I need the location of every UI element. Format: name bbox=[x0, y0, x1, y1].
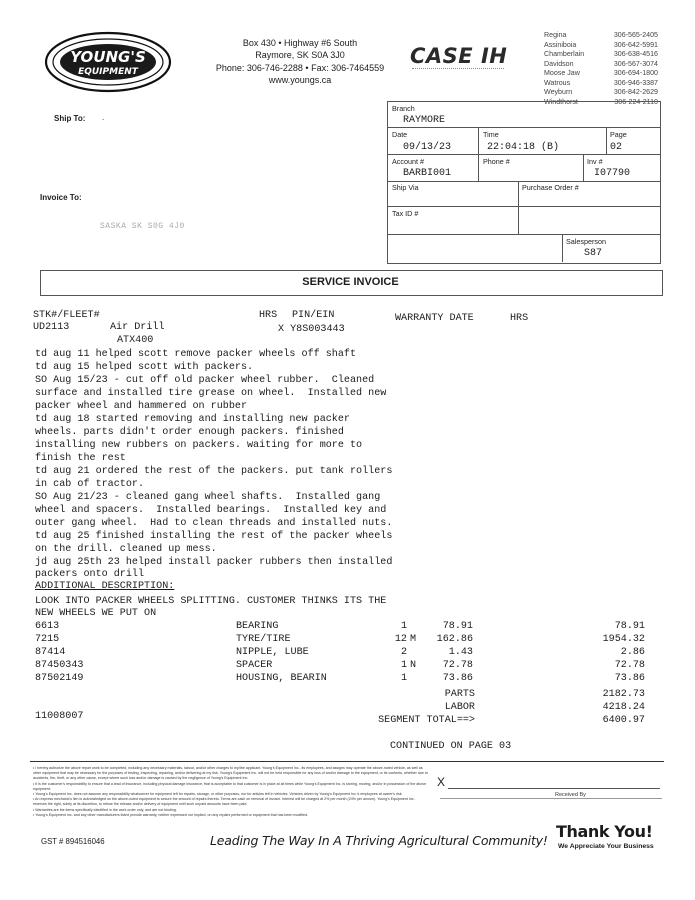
gst-number: GST # 894516046 bbox=[41, 837, 105, 846]
branch-phone: 306-694-1800 bbox=[613, 69, 658, 77]
part-unit-price: 73.86 bbox=[442, 673, 473, 684]
pin-header: PIN/EIN bbox=[292, 310, 335, 321]
invoice-number-value: I07790 bbox=[594, 168, 631, 179]
labor-total-label: LABOR bbox=[444, 702, 475, 713]
info-rule bbox=[387, 206, 660, 207]
received-by-label: Received By bbox=[555, 792, 586, 798]
part-line-total: 78.91 bbox=[614, 621, 645, 632]
company-address-block bbox=[180, 37, 420, 86]
branch-phone: 306-842-2629 bbox=[613, 88, 658, 96]
note-line: outer gang wheel. Had to clean threads and installed nuts. bbox=[35, 518, 393, 529]
terms-paragraph: • Young's Equipment Inc. and any other manufacturers listed provide warranty, neither expressed nor implied, on any repairs performed or equipment that has been modified. bbox=[33, 812, 308, 817]
branch-row bbox=[544, 41, 658, 51]
info-rule bbox=[518, 181, 519, 234]
part-number: 6613 bbox=[35, 621, 60, 632]
part-line-total: 72.78 bbox=[614, 660, 645, 671]
segment-code: 11008007 bbox=[35, 711, 84, 722]
branch-name: Windthorst bbox=[544, 97, 578, 106]
terms-paragraph: • Young's Equipment Inc. does not assume any responsibility whatsoever for equipment left for repairs, storage, or other purposes, nor for articles left in vehicles. Vehicles driven by Young's Equipment Inc.'s employees at owner's risk. bbox=[33, 792, 403, 797]
hrs2-header: HRS bbox=[510, 313, 529, 324]
branch-phone-list bbox=[544, 31, 658, 107]
company-slogan: Leading The Way In A Thriving Agricultural Community! bbox=[210, 833, 548, 848]
branch-name: Weyburn bbox=[544, 88, 573, 96]
part-unit-price: 1.43 bbox=[448, 647, 473, 658]
additional-description-heading: ADDITIONAL DESCRIPTION: bbox=[35, 581, 175, 592]
time-label: Time bbox=[483, 130, 499, 139]
branch-phone: 306-638-4516 bbox=[613, 50, 658, 58]
part-quantity: 12 bbox=[394, 634, 407, 645]
part-number: 87450343 bbox=[35, 660, 84, 671]
terms-fine-print bbox=[33, 766, 428, 818]
ship-to-label: Ship To: bbox=[54, 114, 86, 123]
address-line-2: Raymore, SK S0A 3J0 bbox=[255, 50, 345, 61]
page-value: 02 bbox=[610, 142, 623, 153]
info-rule bbox=[387, 127, 660, 128]
terms-paragraph: • Warranties are the items specifically identified in the work order only, and are not binding. bbox=[33, 807, 177, 812]
salesperson-value: S87 bbox=[584, 248, 603, 259]
case-ih-logo-underline bbox=[412, 68, 504, 71]
branch-name: Chamberlain bbox=[544, 50, 585, 58]
part-number: 87414 bbox=[35, 647, 66, 658]
part-number: 7215 bbox=[35, 634, 60, 645]
part-description: BEARING bbox=[236, 621, 279, 632]
part-description: NIPPLE, LUBE bbox=[236, 647, 309, 658]
warranty-date-header: WARRANTY DATE bbox=[395, 313, 474, 324]
branch-name: Davidson bbox=[544, 59, 574, 68]
part-description: TYRE/TIRE bbox=[236, 634, 291, 645]
branch-phone: 306-565-2405 bbox=[613, 31, 658, 39]
note-line: wheel and spacers. Installed bearings. Installed key and bbox=[35, 505, 387, 516]
info-rule bbox=[583, 154, 584, 181]
time-value: 22:04:18 (B) bbox=[487, 142, 560, 153]
terms-paragraph: • I hereby authorize the above repair work to be completed, including any necessary materials, labour, and/or other charges to my/the applicant. Young's Equipment Inc., its employees, and assigns may operate the above-noted vehicle, as well as other equipment that may be necessary for the purposes of testing, inspecting, repairing, and/or delivering at my risk. Young's Equipment Inc. will not be held responsible for any loss of and/or damage to the equipment, or its contents, whether due to accidents, fire, theft, or any other cause, except where such loss and/or damage is caused by the negligence of Young's Equipment Inc. bbox=[33, 766, 428, 781]
branch-name: Moose Jaw bbox=[544, 69, 580, 77]
logo-wordmark: YOUNG'S bbox=[70, 48, 146, 66]
branch-name: Assiniboia bbox=[544, 40, 577, 49]
additional-line: LOOK INTO PACKER WHEELS SPLITTING. CUSTOMER THINKS ITS THE bbox=[35, 596, 387, 607]
signature-x-mark: X bbox=[437, 775, 446, 789]
note-line: in cab of tractor. bbox=[35, 479, 145, 490]
website-link[interactable]: www.youngs.ca bbox=[268, 74, 332, 85]
info-rule bbox=[478, 127, 479, 181]
note-line: td aug 18 started removing and installing new packer bbox=[35, 414, 350, 425]
note-line: on the drill. cleaned up mess. bbox=[35, 544, 217, 555]
page-label: Page bbox=[610, 130, 627, 139]
note-line: surface and installed tire grease on wheel. Installed new bbox=[35, 388, 387, 399]
terms-paragraph: • An express mechanic's lien is acknowledged on the above-noted equipment to secure the amount of repairs thereto. Terms are cash on removal of invoice. Interest will be charged at 2% per month (24% per annum). Young's Equipment Inc. reserves the right, solely at its discretion, to refuse the release and/or delivery of equipment until such unpaid amounts have been paid. bbox=[33, 797, 415, 807]
parts-total-label: PARTS bbox=[444, 689, 475, 700]
part-description: HOUSING, BEARIN bbox=[236, 673, 327, 684]
info-rule bbox=[387, 181, 660, 182]
purchase-order-label: Purchase Order # bbox=[522, 183, 579, 192]
note-line: td aug 15 helped scott with packers. bbox=[35, 362, 254, 373]
note-line: td aug 25 finished installing the rest of the packer wheels bbox=[35, 531, 393, 542]
case-ih-logo: CASE IH bbox=[410, 44, 508, 68]
model-value: ATX400 bbox=[117, 335, 154, 346]
pin-value: X Y8S003443 bbox=[278, 324, 345, 335]
part-unit-price: 78.91 bbox=[442, 621, 473, 632]
note-line: packers onto drill bbox=[35, 569, 145, 580]
hrs-header: HRS bbox=[259, 310, 278, 321]
branch-row bbox=[544, 88, 658, 98]
note-line: finish the rest bbox=[35, 453, 126, 464]
date-label: Date bbox=[392, 130, 408, 139]
logo-subtext: EQUIPMENT bbox=[78, 67, 138, 77]
continued-note: CONTINUED ON PAGE 03 bbox=[390, 741, 512, 752]
part-line-total: 1954.32 bbox=[602, 634, 645, 645]
account-label: Account # bbox=[392, 157, 424, 166]
note-line: wheels. parts didn't order enough packers. finished bbox=[35, 427, 344, 438]
branch-name: Watrous bbox=[544, 78, 571, 87]
page-title: SERVICE INVOICE bbox=[302, 276, 399, 288]
branch-value: RAYMORE bbox=[403, 115, 446, 126]
ship-to-value: . bbox=[102, 113, 105, 122]
note-line: td aug 21 ordered the rest of the packers. put tank rollers bbox=[35, 466, 393, 477]
invoice-to-label: Invoice To: bbox=[40, 193, 82, 202]
part-description: SPACER bbox=[236, 660, 273, 671]
phone-label: Phone # bbox=[483, 157, 510, 166]
tax-id-label: Tax ID # bbox=[392, 209, 419, 218]
signature-line bbox=[448, 788, 660, 789]
part-number: 87502149 bbox=[35, 673, 84, 684]
branch-row bbox=[544, 60, 658, 70]
thank-you-subtext: We Appreciate Your Business bbox=[558, 843, 654, 850]
invoice-to-address: SASKA SK S0G 4J0 bbox=[100, 222, 185, 231]
part-flag: N bbox=[410, 660, 417, 671]
received-by-line bbox=[440, 798, 662, 799]
segment-total-value: 6400.97 bbox=[602, 715, 645, 726]
branch-phone: 306-642-5991 bbox=[613, 40, 658, 49]
ship-via-label: Ship Via bbox=[392, 183, 419, 192]
additional-line: NEW WHEELS WE PUT ON bbox=[35, 608, 157, 619]
terms-paragraph: • It is the customer's responsibility to ensure that a lead of insurance, including physical damage insurance, that is acceptable to that customer is in place at all times while Young's Equipment Inc. is storing, moving, and/or in possession of the above equipment. bbox=[33, 781, 427, 791]
info-rule bbox=[562, 234, 563, 262]
unit-description: Air Drill bbox=[110, 322, 165, 333]
branch-row bbox=[544, 69, 658, 79]
note-line: SO Aug 15/23 - cut off old packer wheel rubber. Cleaned bbox=[35, 375, 375, 386]
info-rule bbox=[606, 127, 607, 154]
date-value: 09/13/23 bbox=[403, 142, 452, 153]
note-line: td aug 11 helped scott remove packer wheels off shaft bbox=[35, 349, 357, 360]
youngs-equipment-logo bbox=[44, 31, 172, 93]
thank-you-heading: Thank You! bbox=[556, 822, 653, 841]
branch-label: Branch bbox=[392, 104, 415, 113]
part-line-total: 2.86 bbox=[620, 647, 645, 658]
part-quantity: 2 bbox=[400, 647, 407, 658]
branch-phone: 306-946-3387 bbox=[613, 78, 658, 87]
address-line-1: Box 430 • Highway #6 South bbox=[242, 38, 358, 48]
invoice-number-label: Inv # bbox=[587, 157, 603, 166]
note-line: SO Aug 21/23 - cleaned gang wheel shafts. Installed gang bbox=[35, 492, 381, 503]
note-line: installing new rubbers on packers. waiting for more to bbox=[35, 440, 363, 451]
branch-phone: 306-567-3074 bbox=[613, 59, 658, 68]
part-quantity: 1 bbox=[400, 660, 407, 671]
info-rule bbox=[387, 154, 660, 155]
labor-total-value: 4218.24 bbox=[602, 702, 645, 713]
salesperson-label: Salesperson bbox=[566, 237, 606, 246]
part-quantity: 1 bbox=[400, 673, 407, 684]
note-line: jd aug 25th 23 helped install packer rubbers then installed bbox=[35, 557, 393, 568]
stock-number: UD2113 bbox=[33, 322, 70, 333]
part-unit-price: 72.78 bbox=[442, 660, 473, 671]
note-line: packer wheel and hammered on rubber bbox=[35, 401, 248, 412]
part-unit-price: 162.86 bbox=[436, 634, 473, 645]
footer-rule bbox=[30, 761, 664, 762]
parts-total-value: 2182.73 bbox=[602, 689, 645, 700]
info-rule bbox=[387, 234, 660, 235]
part-quantity: 1 bbox=[400, 621, 407, 632]
segment-total-label: SEGMENT TOTAL==> bbox=[378, 715, 475, 726]
branch-row bbox=[544, 79, 658, 89]
branch-name: Regina bbox=[544, 31, 567, 39]
phone-fax-line: Phone: 306-746-2288 • Fax: 306-7464559 bbox=[215, 62, 385, 73]
stk-fleet-header: STK#/FLEET# bbox=[33, 310, 100, 321]
part-flag: M bbox=[410, 634, 417, 645]
branch-row bbox=[544, 50, 658, 60]
part-line-total: 73.86 bbox=[614, 673, 645, 684]
account-value: BARBI001 bbox=[403, 168, 452, 179]
branch-phone: 306-224-2110 bbox=[614, 97, 658, 106]
branch-row bbox=[544, 31, 658, 41]
